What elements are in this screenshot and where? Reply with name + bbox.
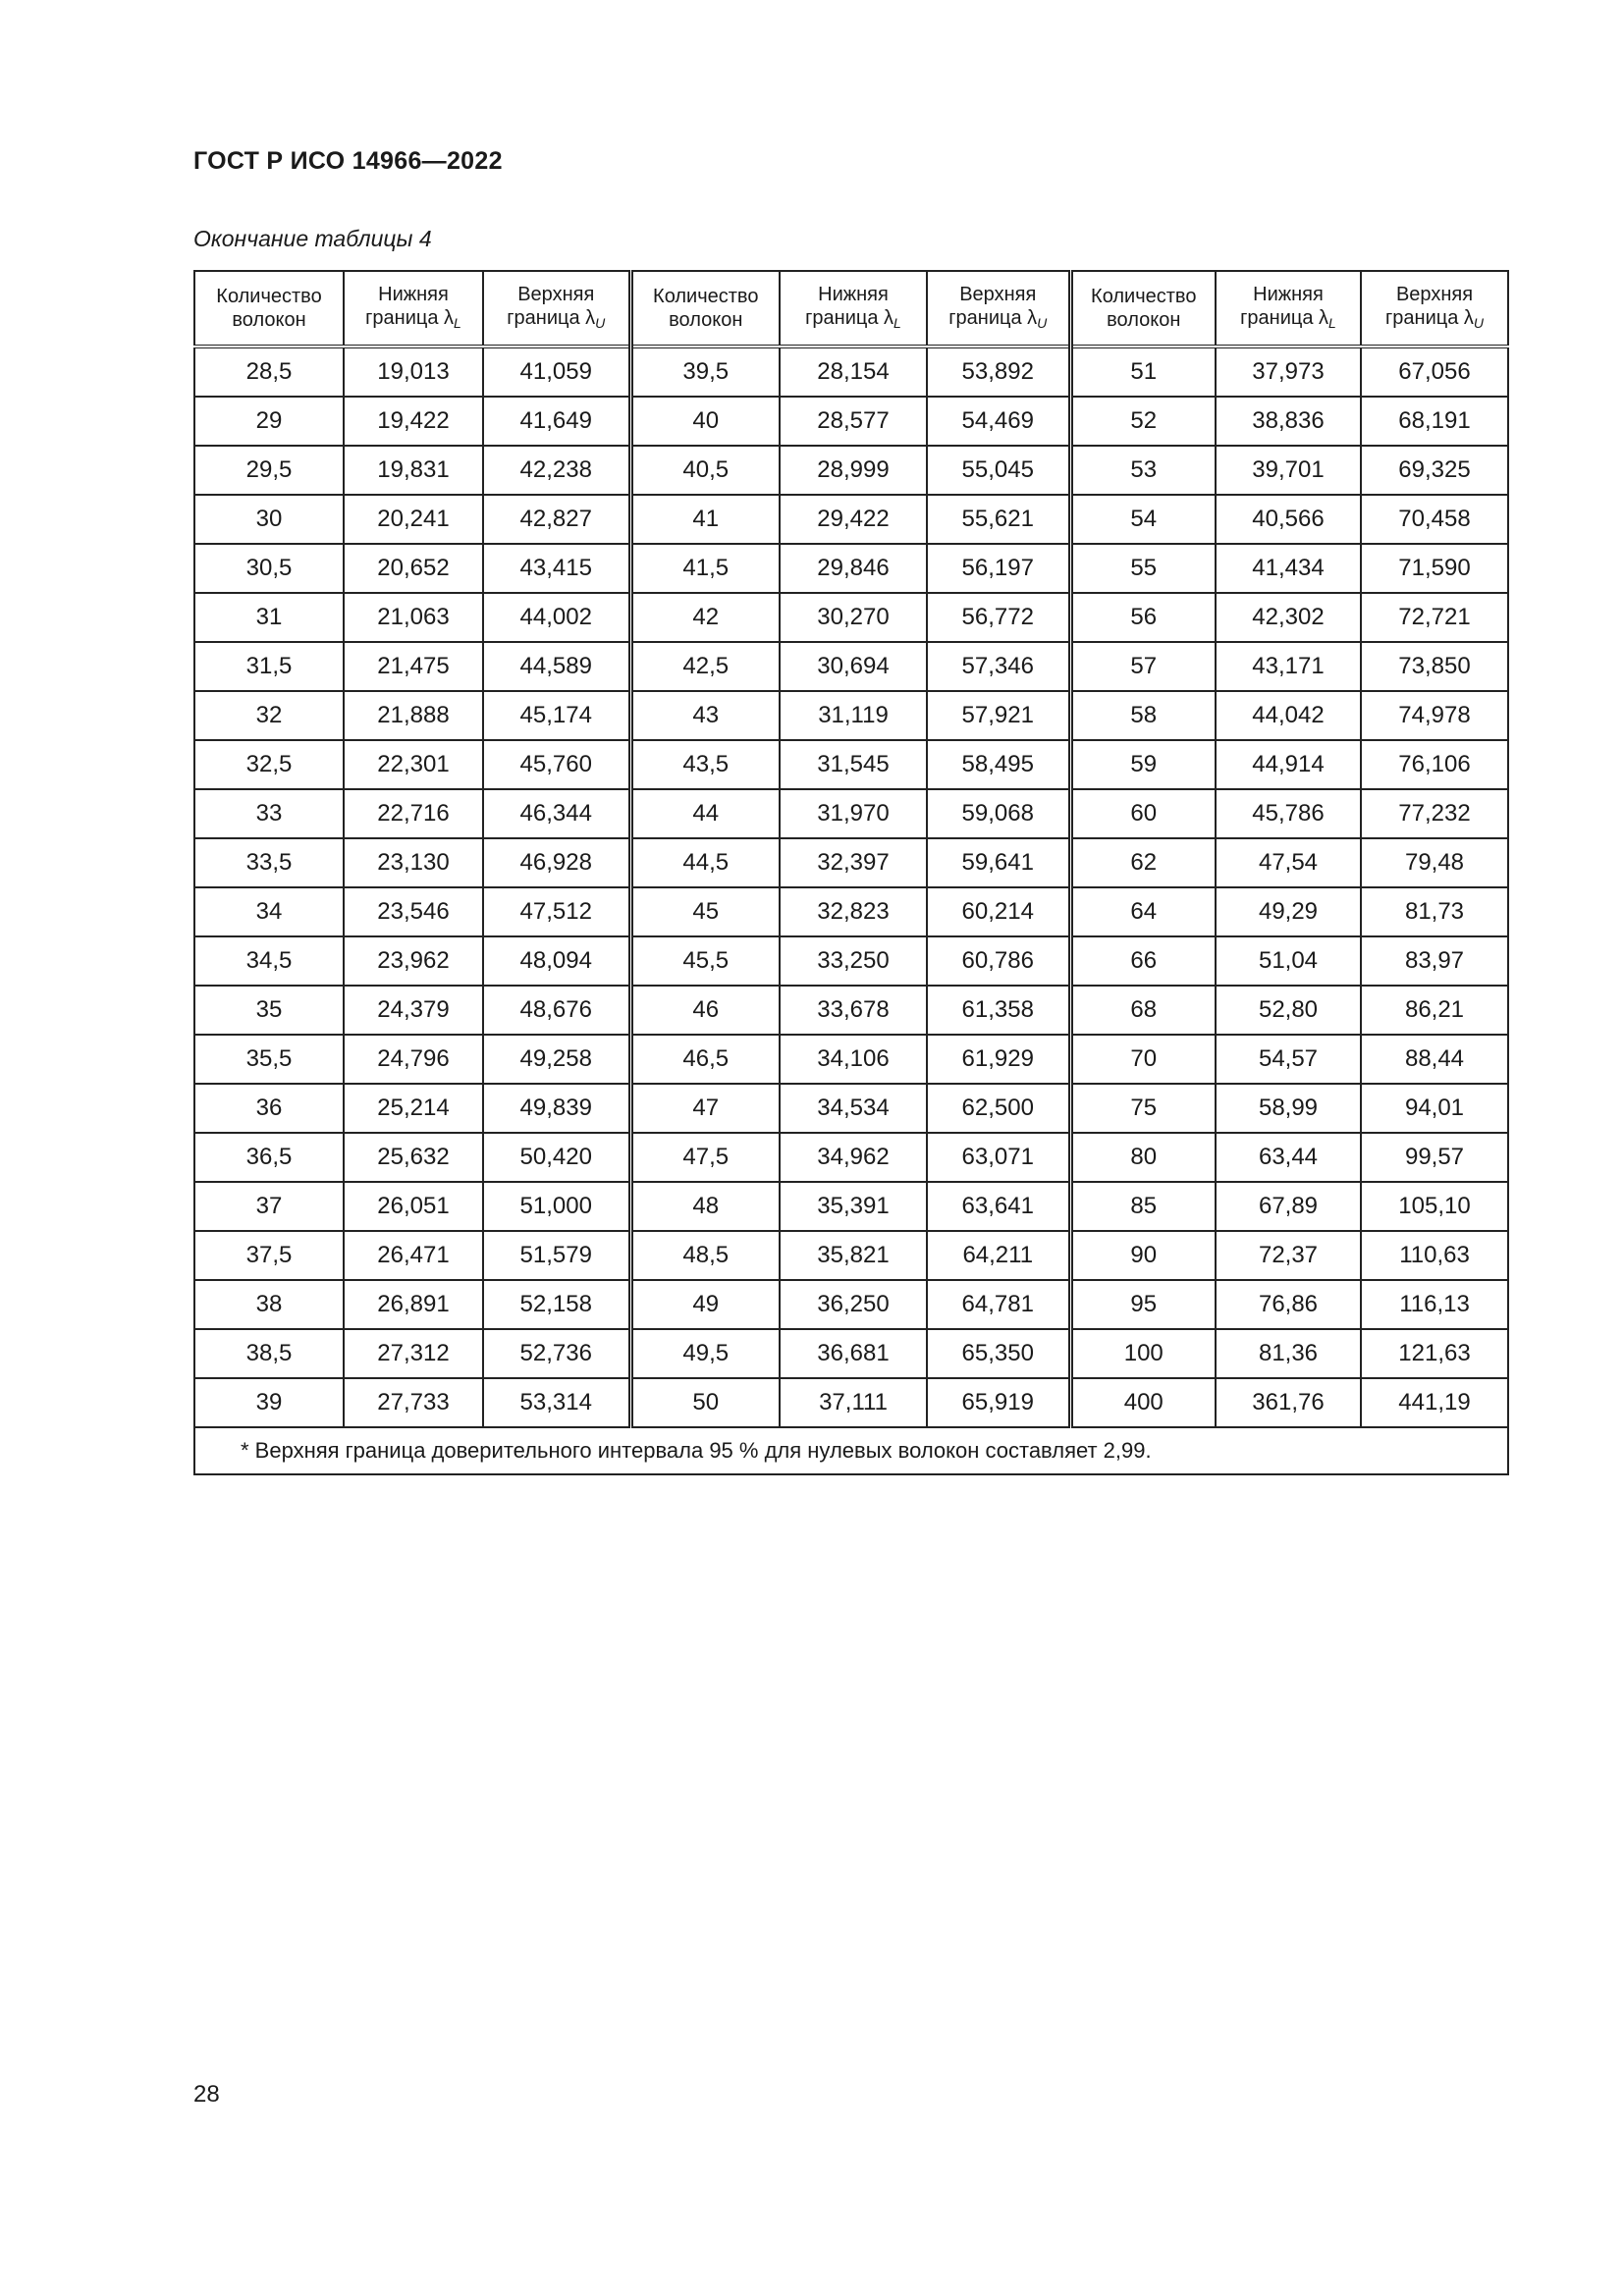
- table-row: [194, 593, 1508, 642]
- table-cell: 56,772: [927, 593, 1070, 642]
- table-cell: 60,214: [927, 887, 1070, 936]
- table-cell: 45,760: [483, 740, 630, 789]
- table-cell: 32,5: [194, 740, 344, 789]
- table-body: [194, 347, 1508, 1427]
- table-row: [194, 887, 1508, 936]
- table-cell: 68: [1070, 986, 1216, 1035]
- table-cell: 69,325: [1361, 446, 1508, 495]
- table-cell: 70: [1070, 1035, 1216, 1084]
- table-cell: 100: [1070, 1329, 1216, 1378]
- table-cell: 34: [194, 887, 344, 936]
- table-cell: 47: [630, 1084, 780, 1133]
- table-cell: 59,641: [927, 838, 1070, 887]
- table-cell: 33,678: [780, 986, 927, 1035]
- table-cell: 42,827: [483, 495, 630, 544]
- column-header-line1: Нижняя: [818, 283, 889, 305]
- table-row: [194, 544, 1508, 593]
- table-cell: 94,01: [1361, 1084, 1508, 1133]
- table-cell: 65,350: [927, 1329, 1070, 1378]
- table-row: [194, 1378, 1508, 1427]
- table-cell: 51: [1070, 347, 1216, 397]
- table-cell: 66: [1070, 936, 1216, 986]
- table-row: [194, 642, 1508, 691]
- table-cell: 40,566: [1216, 495, 1361, 544]
- table-cell: 51,000: [483, 1182, 630, 1231]
- table-cell: 41,649: [483, 397, 630, 446]
- table-cell: 49,29: [1216, 887, 1361, 936]
- table-cell: 63,071: [927, 1133, 1070, 1182]
- table-row: [194, 446, 1508, 495]
- table-cell: 48,676: [483, 986, 630, 1035]
- table-cell: 74,978: [1361, 691, 1508, 740]
- column-header-subscript: L: [1328, 314, 1336, 331]
- table-cell: 39,701: [1216, 446, 1361, 495]
- table-cell: 46,5: [630, 1035, 780, 1084]
- table-cell: 52: [1070, 397, 1216, 446]
- table-cell: 45,174: [483, 691, 630, 740]
- column-header-line1: Количество: [653, 286, 759, 307]
- table-cell: 67,056: [1361, 347, 1508, 397]
- column-header-line2: граница λ: [1240, 306, 1329, 329]
- table-cell: 43,5: [630, 740, 780, 789]
- table-cell: 22,716: [344, 789, 483, 838]
- table-cell: 44,042: [1216, 691, 1361, 740]
- table-cell: 31,970: [780, 789, 927, 838]
- column-header-subscript: L: [893, 314, 901, 331]
- table-caption: Окончание таблицы 4: [193, 226, 432, 251]
- table-cell: 42,238: [483, 446, 630, 495]
- table-cell: 45: [630, 887, 780, 936]
- table-cell: 99,57: [1361, 1133, 1508, 1182]
- table-cell: 65,919: [927, 1378, 1070, 1427]
- table-row: [194, 740, 1508, 789]
- table-cell: 44,589: [483, 642, 630, 691]
- table-cell: 46,344: [483, 789, 630, 838]
- table-row: [194, 1280, 1508, 1329]
- table-cell: 49: [630, 1280, 780, 1329]
- table-cell: 39,5: [630, 347, 780, 397]
- table-cell: 44,5: [630, 838, 780, 887]
- table-cell: 59,068: [927, 789, 1070, 838]
- table-cell: 44,002: [483, 593, 630, 642]
- table-cell: 38,5: [194, 1329, 344, 1378]
- table-cell: 63,44: [1216, 1133, 1361, 1182]
- table-cell: 71,590: [1361, 544, 1508, 593]
- table-cell: 116,13: [1361, 1280, 1508, 1329]
- table-cell: 64: [1070, 887, 1216, 936]
- table-cell: 36: [194, 1084, 344, 1133]
- table-cell: 52,80: [1216, 986, 1361, 1035]
- table-row: [194, 1329, 1508, 1378]
- table-cell: 32: [194, 691, 344, 740]
- table-cell: 90: [1070, 1231, 1216, 1280]
- table-cell: 28,999: [780, 446, 927, 495]
- table-cell: 45,5: [630, 936, 780, 986]
- table-cell: 81,73: [1361, 887, 1508, 936]
- table-cell: 30,5: [194, 544, 344, 593]
- table-cell: 19,831: [344, 446, 483, 495]
- table-cell: 30,694: [780, 642, 927, 691]
- table-cell: 59: [1070, 740, 1216, 789]
- table-cell: 80: [1070, 1133, 1216, 1182]
- table-cell: 76,86: [1216, 1280, 1361, 1329]
- table-cell: 50,420: [483, 1133, 630, 1182]
- table-cell: 54,57: [1216, 1035, 1361, 1084]
- table-cell: 33,5: [194, 838, 344, 887]
- table-cell: 54,469: [927, 397, 1070, 446]
- column-header-line1: Количество: [1091, 286, 1197, 307]
- table-cell: 35,391: [780, 1182, 927, 1231]
- column-header: [344, 271, 483, 347]
- table-cell: 49,5: [630, 1329, 780, 1378]
- data-table-container: [193, 270, 1507, 1475]
- column-header-subscript: L: [454, 314, 461, 331]
- column-header-line2: волокон: [669, 309, 743, 331]
- table-cell: 58,99: [1216, 1084, 1361, 1133]
- table-cell: 68,191: [1361, 397, 1508, 446]
- table-cell: 61,929: [927, 1035, 1070, 1084]
- table-cell: 36,250: [780, 1280, 927, 1329]
- column-header-line2: граница λ: [365, 306, 455, 329]
- table-cell: 55,045: [927, 446, 1070, 495]
- table-cell: 21,063: [344, 593, 483, 642]
- table-cell: 361,76: [1216, 1378, 1361, 1427]
- table-cell: 50: [630, 1378, 780, 1427]
- table-cell: 31,545: [780, 740, 927, 789]
- table-cell: 56: [1070, 593, 1216, 642]
- table-cell: 86,21: [1361, 986, 1508, 1035]
- table-cell: 35,821: [780, 1231, 927, 1280]
- table-cell: 33,250: [780, 936, 927, 986]
- table-row: [194, 1182, 1508, 1231]
- table-cell: 41: [630, 495, 780, 544]
- table-cell: 41,5: [630, 544, 780, 593]
- column-header-subscript: U: [1037, 314, 1048, 331]
- table-cell: 37,973: [1216, 347, 1361, 397]
- table-cell: 32,823: [780, 887, 927, 936]
- table-cell: 57,346: [927, 642, 1070, 691]
- table-row: [194, 347, 1508, 397]
- table-cell: 73,850: [1361, 642, 1508, 691]
- column-header-subscript: U: [1473, 314, 1485, 331]
- table-cell: 34,5: [194, 936, 344, 986]
- table-cell: 23,546: [344, 887, 483, 936]
- table-cell: 64,211: [927, 1231, 1070, 1280]
- column-header-line1: Нижняя: [1253, 283, 1324, 305]
- table-cell: 26,471: [344, 1231, 483, 1280]
- table-row: [194, 789, 1508, 838]
- table-cell: 38: [194, 1280, 344, 1329]
- table-cell: 28,154: [780, 347, 927, 397]
- table-cell: 21,475: [344, 642, 483, 691]
- table-cell: 64,781: [927, 1280, 1070, 1329]
- table-cell: 77,232: [1361, 789, 1508, 838]
- table-cell: 45,786: [1216, 789, 1361, 838]
- column-header-line1: Верхняя: [1395, 283, 1474, 305]
- table-row: [194, 936, 1508, 986]
- column-header-line2: волокон: [232, 309, 306, 331]
- table-cell: 31,119: [780, 691, 927, 740]
- table-cell: 38,836: [1216, 397, 1361, 446]
- table-cell: 41,434: [1216, 544, 1361, 593]
- table-cell: 42,5: [630, 642, 780, 691]
- table-row: [194, 986, 1508, 1035]
- table-footnote-row: [194, 1427, 1508, 1474]
- table-cell: 70,458: [1361, 495, 1508, 544]
- table-cell: 54: [1070, 495, 1216, 544]
- table-cell: 49,839: [483, 1084, 630, 1133]
- table-cell: 25,632: [344, 1133, 483, 1182]
- table-cell: 47,512: [483, 887, 630, 936]
- column-header: [483, 271, 630, 347]
- table-cell: 31: [194, 593, 344, 642]
- table-cell: 23,130: [344, 838, 483, 887]
- column-header-line2: граница λ: [948, 306, 1038, 329]
- table-cell: 47,5: [630, 1133, 780, 1182]
- table-cell: 28,577: [780, 397, 927, 446]
- table-cell: 110,63: [1361, 1231, 1508, 1280]
- table-cell: 28,5: [194, 347, 344, 397]
- table-cell: 37,5: [194, 1231, 344, 1280]
- table-cell: 42: [630, 593, 780, 642]
- table-cell: 75: [1070, 1084, 1216, 1133]
- column-header-line1: Нижняя: [378, 283, 449, 305]
- table-cell: 62: [1070, 838, 1216, 887]
- table-cell: 30,270: [780, 593, 927, 642]
- table-cell: 58,495: [927, 740, 1070, 789]
- table-cell: 53: [1070, 446, 1216, 495]
- column-header: [194, 271, 344, 347]
- table-row: [194, 1035, 1508, 1084]
- table-cell: 24,379: [344, 986, 483, 1035]
- table-cell: 43: [630, 691, 780, 740]
- table-cell: 56,197: [927, 544, 1070, 593]
- table-cell: 27,733: [344, 1378, 483, 1427]
- table-cell: 63,641: [927, 1182, 1070, 1231]
- table-cell: 19,422: [344, 397, 483, 446]
- table-cell: 40: [630, 397, 780, 446]
- column-header-line2: волокон: [1107, 309, 1181, 331]
- table-cell: 76,106: [1361, 740, 1508, 789]
- confidence-interval-table: [193, 270, 1509, 1475]
- table-cell: 40,5: [630, 446, 780, 495]
- table-cell: 20,652: [344, 544, 483, 593]
- column-header: [1070, 271, 1216, 347]
- table-cell: 27,312: [344, 1329, 483, 1378]
- table-cell: 21,888: [344, 691, 483, 740]
- column-header: [927, 271, 1070, 347]
- table-cell: 31,5: [194, 642, 344, 691]
- table-cell: 95: [1070, 1280, 1216, 1329]
- column-header-line1: Верхняя: [959, 283, 1037, 305]
- table-cell: 34,534: [780, 1084, 927, 1133]
- table-cell: 400: [1070, 1378, 1216, 1427]
- table-cell: 79,48: [1361, 838, 1508, 887]
- table-cell: 46: [630, 986, 780, 1035]
- column-header: [630, 271, 780, 347]
- table-cell: 26,891: [344, 1280, 483, 1329]
- table-cell: 43,171: [1216, 642, 1361, 691]
- table-cell: 46,928: [483, 838, 630, 887]
- table-cell: 39: [194, 1378, 344, 1427]
- table-row: [194, 1231, 1508, 1280]
- table-cell: 72,37: [1216, 1231, 1361, 1280]
- table-cell: 49,258: [483, 1035, 630, 1084]
- table-footnote: * Верхняя граница доверительного интервала 95 % для нулевых волокон составляет 2,99.: [194, 1427, 1508, 1474]
- table-cell: 60,786: [927, 936, 1070, 986]
- table-cell: 44,914: [1216, 740, 1361, 789]
- table-cell: 48,094: [483, 936, 630, 986]
- table-cell: 29,422: [780, 495, 927, 544]
- table-cell: 43,415: [483, 544, 630, 593]
- table-cell: 88,44: [1361, 1035, 1508, 1084]
- table-cell: 52,158: [483, 1280, 630, 1329]
- table-cell: 35,5: [194, 1035, 344, 1084]
- table-cell: 60: [1070, 789, 1216, 838]
- table-cell: 62,500: [927, 1084, 1070, 1133]
- table-cell: 57: [1070, 642, 1216, 691]
- table-cell: 53,892: [927, 347, 1070, 397]
- column-header: [1361, 271, 1508, 347]
- table-cell: 30: [194, 495, 344, 544]
- table-cell: 81,36: [1216, 1329, 1361, 1378]
- table-cell: 24,796: [344, 1035, 483, 1084]
- table-header-row: [194, 271, 1508, 347]
- table-cell: 29,846: [780, 544, 927, 593]
- table-row: [194, 1133, 1508, 1182]
- page-number: 28: [193, 2081, 220, 2108]
- table-cell: 32,397: [780, 838, 927, 887]
- table-cell: 441,19: [1361, 1378, 1508, 1427]
- table-cell: 83,97: [1361, 936, 1508, 986]
- table-cell: 22,301: [344, 740, 483, 789]
- table-cell: 33: [194, 789, 344, 838]
- table-cell: 47,54: [1216, 838, 1361, 887]
- table-cell: 36,681: [780, 1329, 927, 1378]
- table-cell: 29,5: [194, 446, 344, 495]
- table-cell: 34,962: [780, 1133, 927, 1182]
- column-header-line1: Количество: [216, 286, 322, 307]
- table-cell: 36,5: [194, 1133, 344, 1182]
- table-cell: 72,721: [1361, 593, 1508, 642]
- table-cell: 55,621: [927, 495, 1070, 544]
- table-row: [194, 691, 1508, 740]
- table-cell: 26,051: [344, 1182, 483, 1231]
- column-header: [780, 271, 927, 347]
- table-cell: 42,302: [1216, 593, 1361, 642]
- table-cell: 51,579: [483, 1231, 630, 1280]
- column-header-subscript: U: [595, 314, 606, 331]
- table-row: [194, 495, 1508, 544]
- table-cell: 51,04: [1216, 936, 1361, 986]
- table-cell: 67,89: [1216, 1182, 1361, 1231]
- column-header-line1: Верхняя: [517, 283, 595, 305]
- column-header: [1216, 271, 1361, 347]
- table-cell: 57,921: [927, 691, 1070, 740]
- table-cell: 121,63: [1361, 1329, 1508, 1378]
- table-cell: 58: [1070, 691, 1216, 740]
- table-cell: 85: [1070, 1182, 1216, 1231]
- table-cell: 34,106: [780, 1035, 927, 1084]
- table-cell: 20,241: [344, 495, 483, 544]
- table-cell: 25,214: [344, 1084, 483, 1133]
- column-header-line2: граница λ: [507, 306, 596, 329]
- table-cell: 105,10: [1361, 1182, 1508, 1231]
- document-header: ГОСТ Р ИСО 14966—2022: [193, 147, 503, 175]
- table-cell: 53,314: [483, 1378, 630, 1427]
- table-row: [194, 838, 1508, 887]
- table-cell: 37: [194, 1182, 344, 1231]
- column-header-line2: граница λ: [1384, 306, 1474, 329]
- table-row: [194, 1084, 1508, 1133]
- table-row: [194, 397, 1508, 446]
- table-cell: 48: [630, 1182, 780, 1231]
- table-cell: 48,5: [630, 1231, 780, 1280]
- table-cell: 61,358: [927, 986, 1070, 1035]
- table-cell: 41,059: [483, 347, 630, 397]
- column-header-line2: граница λ: [805, 306, 894, 329]
- table-cell: 44: [630, 789, 780, 838]
- table-cell: 23,962: [344, 936, 483, 986]
- table-cell: 35: [194, 986, 344, 1035]
- table-cell: 19,013: [344, 347, 483, 397]
- table-cell: 52,736: [483, 1329, 630, 1378]
- table-cell: 55: [1070, 544, 1216, 593]
- table-cell: 29: [194, 397, 344, 446]
- table-cell: 37,111: [780, 1378, 927, 1427]
